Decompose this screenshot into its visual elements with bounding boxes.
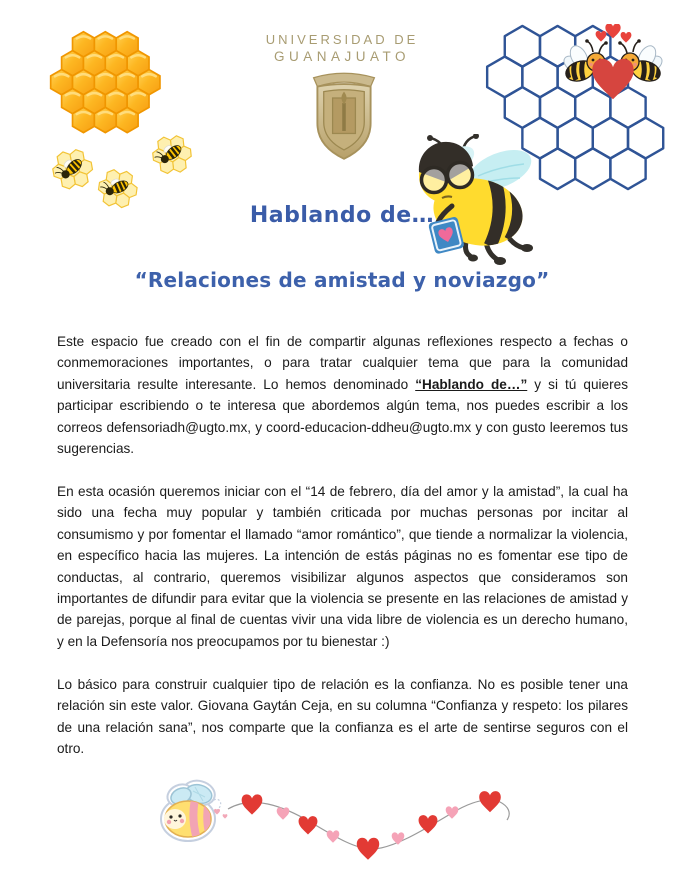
paragraph-1: [57, 331, 628, 459]
logo-line2: GUANAJUATO: [273, 49, 410, 64]
ug-crest-icon: [306, 70, 382, 164]
page-title: Hablando de…: [249, 203, 435, 228]
bees-heart-icon: [562, 24, 664, 102]
paragraph-2: En esta ocasión queremos iniciar con el “14 de febrero, día del amor y la amistad”, la cual ha sido una fecha muy popular y también criticada por muchas personas por incitar al consumismo y por fomentar el llamado “amor romántico”, que tiende a normalizar la violencia, en específico hacia las mujeres. La intención de estás páginas no es fomentar ese tipo de conductas, al contrario, queremos visibilizar algunos aspectos que consideramos son importantes de difundir para evitar que la violencia se presente en las relaciones de amistad y de parejas, porque al final de cuentas vivir una vida libre de violencia es un derecho humano, y en la Defensoría nos preocupamos por tu bienestar :): [57, 483, 628, 649]
page-subtitle: “Relaciones de amistad y noviazgo”: [134, 268, 550, 292]
paragraph-1-text: Este espacio fue creado con el fin de compartir algunas reflexiones respecto a fechas o conmemoraciones importantes, o para tratar cualquier tema que para la comunidad universitaria resulte interesante. Lo hemos denominado: [57, 334, 628, 392]
paragraph-1-underlined-phrase: “Hablando de…”: [415, 376, 528, 392]
body-text: [57, 331, 628, 781]
paragraph-3: Lo básico para construir cualquier tipo de relación es la confianza. No es posible tener una relación sin este valor. Giovana Gaytán Ceja, en su columna “Confianza y respeto: los pilares de una relación sana”, nos comparte que la confianza es el arte de sentirse seguros con el otro.: [57, 676, 628, 756]
reading-bee-icon: [390, 134, 546, 266]
paragraph-1-text-after: y si tú quieres participar escribiendo o te interesa que abordemos algún tema, nos puedes escribir a los correos defensoriadh@ugto.mx, y coord-educacion-ddheu@ugto.mx y con gusto leeremos tus sugerencias.: [57, 376, 629, 457]
logo-line1: UNIVERSIDAD DE: [265, 32, 419, 47]
heart-garland-icon: [222, 785, 522, 865]
